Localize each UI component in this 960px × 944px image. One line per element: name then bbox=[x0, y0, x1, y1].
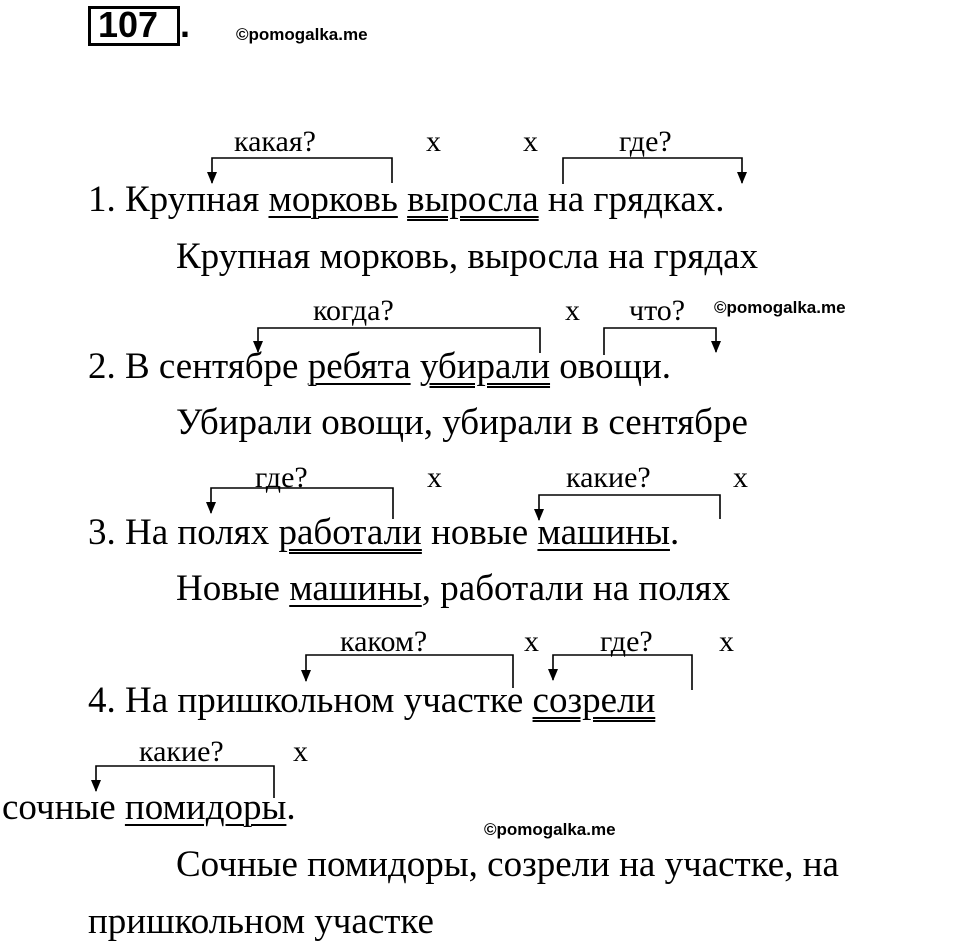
task-number-dot: . bbox=[180, 4, 191, 45]
subject-2: ребята bbox=[307, 346, 411, 387]
answer-2: Убирали овощи, убирали в сентябре bbox=[176, 402, 748, 443]
sentence-1: 1. Крупная морковь выросла на грядках. bbox=[88, 179, 725, 220]
sentence-4: 4. На пришкольном участке созрели bbox=[88, 680, 656, 721]
task-number: 107 bbox=[98, 4, 159, 45]
marker-x-4a: x bbox=[524, 625, 539, 658]
watermark-bottom: ©pomogalka.me bbox=[484, 820, 616, 839]
answer-1: Крупная морковь, выросла на грядах bbox=[176, 236, 759, 277]
marker-x-2a: x bbox=[565, 294, 580, 327]
marker-x-4b: x bbox=[719, 625, 734, 658]
predicate-4: созрели bbox=[532, 680, 656, 721]
answer-3: Новые машины, работали на полях bbox=[176, 568, 731, 609]
question-gde-3: где? bbox=[255, 461, 308, 494]
question-chto: что? bbox=[629, 294, 686, 327]
answer-4-line-1: Сочные помидоры, созрели на участке, на bbox=[176, 844, 839, 885]
question-gde-1: где? bbox=[619, 125, 672, 158]
answer-3-subject: машины bbox=[289, 568, 422, 609]
question-gde-4: где? bbox=[600, 625, 653, 658]
subject-3: машины bbox=[537, 512, 670, 553]
answer-4-line-2: пришкольном участке bbox=[88, 901, 434, 942]
sentence-4-line-2: сочные помидоры. bbox=[2, 787, 296, 828]
question-kakaya: какая? bbox=[234, 125, 316, 158]
predicate-3: работали bbox=[278, 512, 422, 553]
subject-4: помидоры bbox=[124, 787, 287, 828]
marker-x-1b: x bbox=[523, 125, 538, 158]
predicate-2: убирали bbox=[419, 346, 551, 387]
marker-x-1a: x bbox=[426, 125, 441, 158]
watermark-top: ©pomogalka.me bbox=[236, 25, 368, 44]
subject-1: морковь bbox=[268, 179, 398, 220]
question-kakie-3: какие? bbox=[566, 461, 651, 494]
sentence-3: 3. На полях работали новые машины. bbox=[88, 512, 680, 553]
sentence-2: 2. В сентябре ребята убирали овощи. bbox=[88, 346, 672, 387]
marker-x-3b: x bbox=[733, 461, 748, 494]
question-kakom: каком? bbox=[340, 625, 428, 658]
question-kakie-4: какие? bbox=[139, 735, 224, 768]
predicate-1: выросла bbox=[407, 179, 539, 220]
marker-x-4c: x bbox=[293, 735, 308, 768]
watermark-middle: ©pomogalka.me bbox=[714, 298, 846, 317]
marker-x-3a: x bbox=[427, 461, 442, 494]
question-kogda: когда? bbox=[313, 294, 394, 327]
